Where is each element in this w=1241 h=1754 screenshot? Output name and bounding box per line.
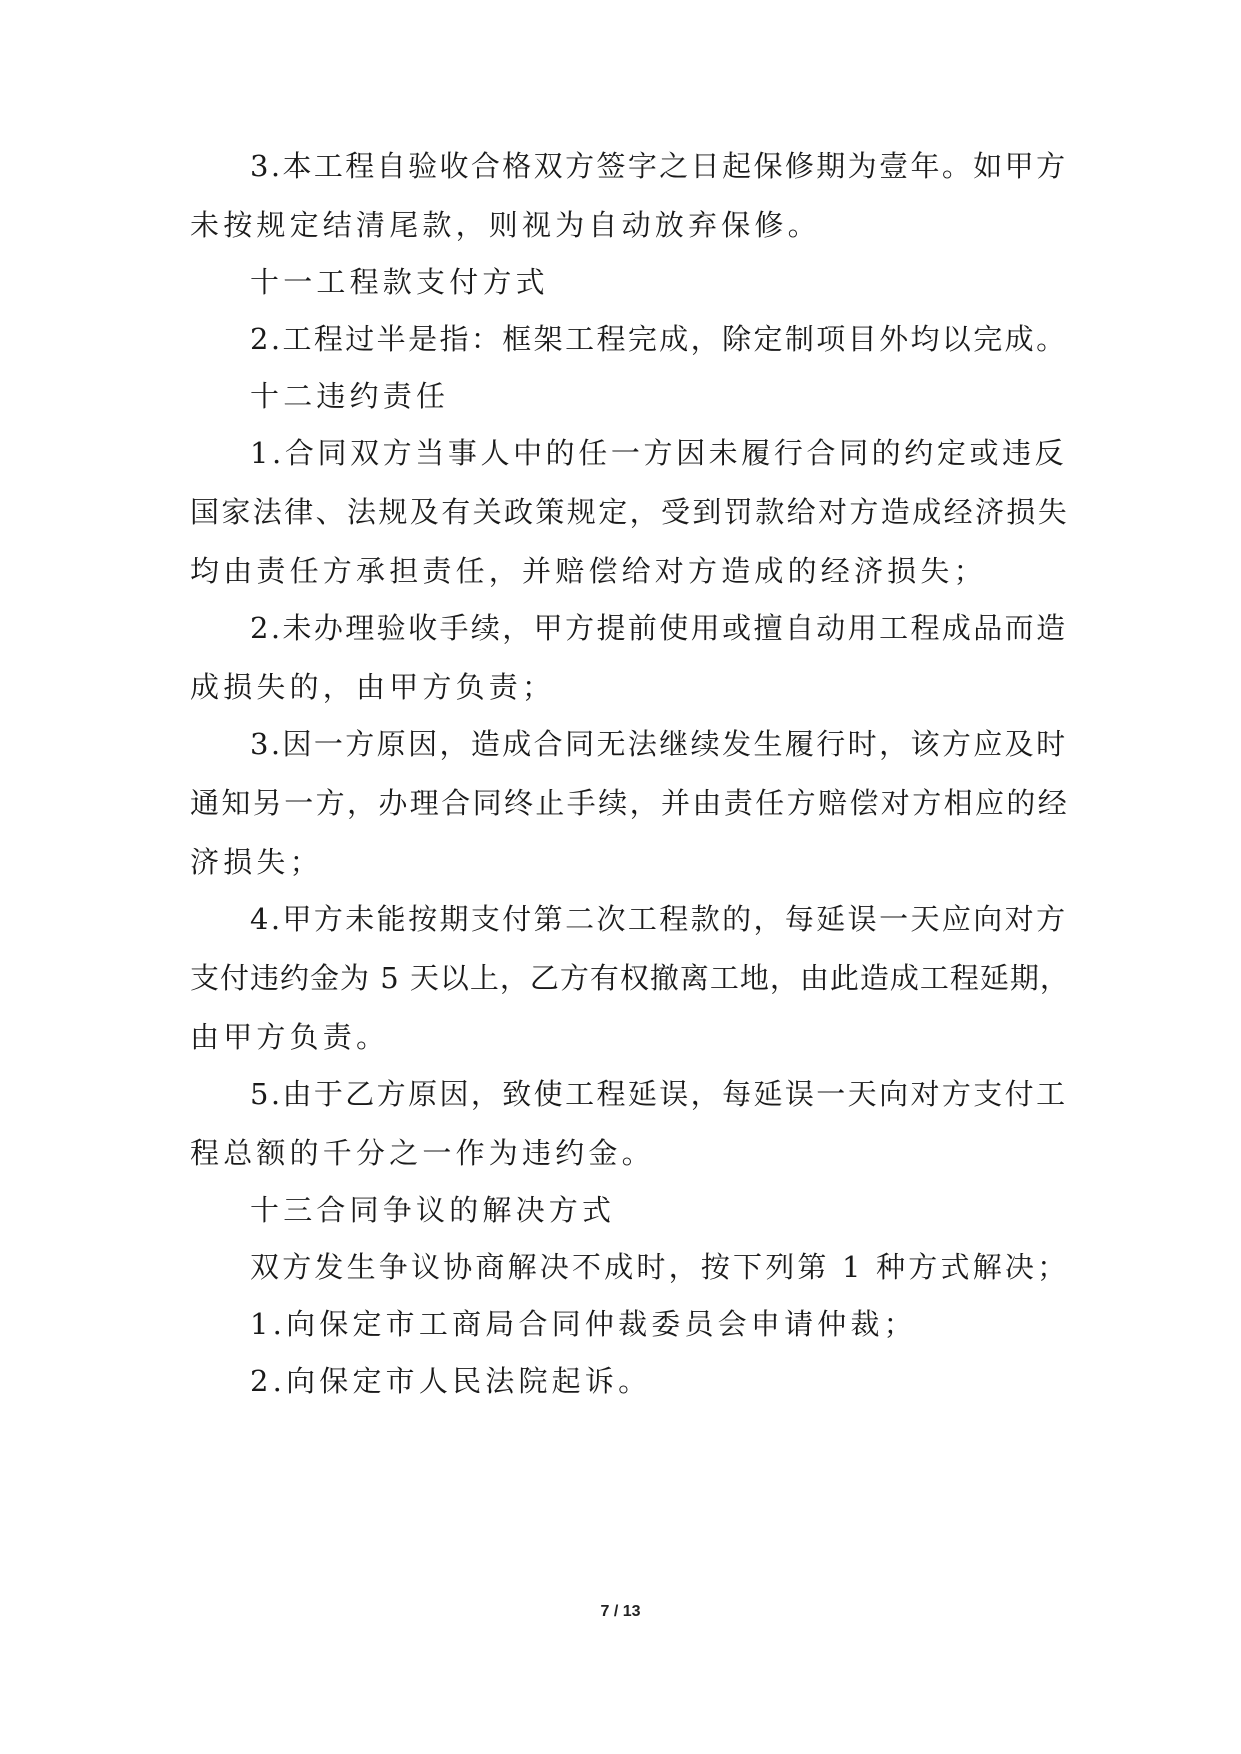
paragraph-line: 1.合同双方当事人中的任一方因未履行合同的约定或违反	[250, 436, 1068, 470]
paragraph-line: 3.本工程自验收合格双方签字之日起保修期为壹年。如甲方	[250, 149, 1068, 183]
paragraph-line: 国家法律、法规及有关政策规定，受到罚款给对方造成经济损失	[190, 495, 1070, 529]
section-heading: 十二违约责任	[250, 379, 450, 413]
paragraph-line: 1.向保定市工商局合同仲裁委员会申请仲裁；	[250, 1307, 917, 1341]
paragraph-line: 双方发生争议协商解决不成时，按下列第 1 种方式解决；	[250, 1250, 1070, 1284]
paragraph-line: 由甲方负责。	[190, 1020, 390, 1054]
page-number: 7 / 13	[600, 1603, 641, 1620]
paragraph-line: 3.因一方原因，造成合同无法继续发生履行时，该方应及时	[250, 727, 1068, 761]
paragraph-line: 2.向保定市人民法院起诉。	[250, 1364, 652, 1398]
section-heading: 十一工程款支付方式	[250, 265, 549, 299]
paragraph-line: 2.未办理验收手续，甲方提前使用或擅自动用工程成品而造	[250, 611, 1068, 645]
paragraph-line: 支付违约金为 5 天以上，乙方有权撤离工地，由此造成工程延期，	[190, 961, 1070, 995]
paragraph-line: 2.工程过半是指：框架工程完成，除定制项目外均以完成。	[250, 322, 1068, 356]
paragraph-line: 5.由于乙方原因，致使工程延误，每延误一天向对方支付工	[250, 1077, 1068, 1111]
paragraph-line: 4.甲方未能按期支付第二次工程款的，每延误一天应向对方	[250, 902, 1068, 936]
paragraph-line: 成损失的，由甲方负责；	[190, 670, 556, 704]
paragraph-line: 济损失；	[190, 845, 323, 879]
paragraph-line: 均由责任方承担责任，并赔偿给对方造成的经济损失；	[190, 554, 987, 588]
paragraph-line: 通知另一方，办理合同终止手续，并由责任方赔偿对方相应的经	[190, 786, 1070, 820]
paragraph-line: 未按规定结清尾款，则视为自动放弃保修。	[190, 208, 821, 242]
paragraph-line: 程总额的千分之一作为违约金。	[190, 1136, 655, 1170]
section-heading: 十三合同争议的解决方式	[250, 1193, 616, 1227]
